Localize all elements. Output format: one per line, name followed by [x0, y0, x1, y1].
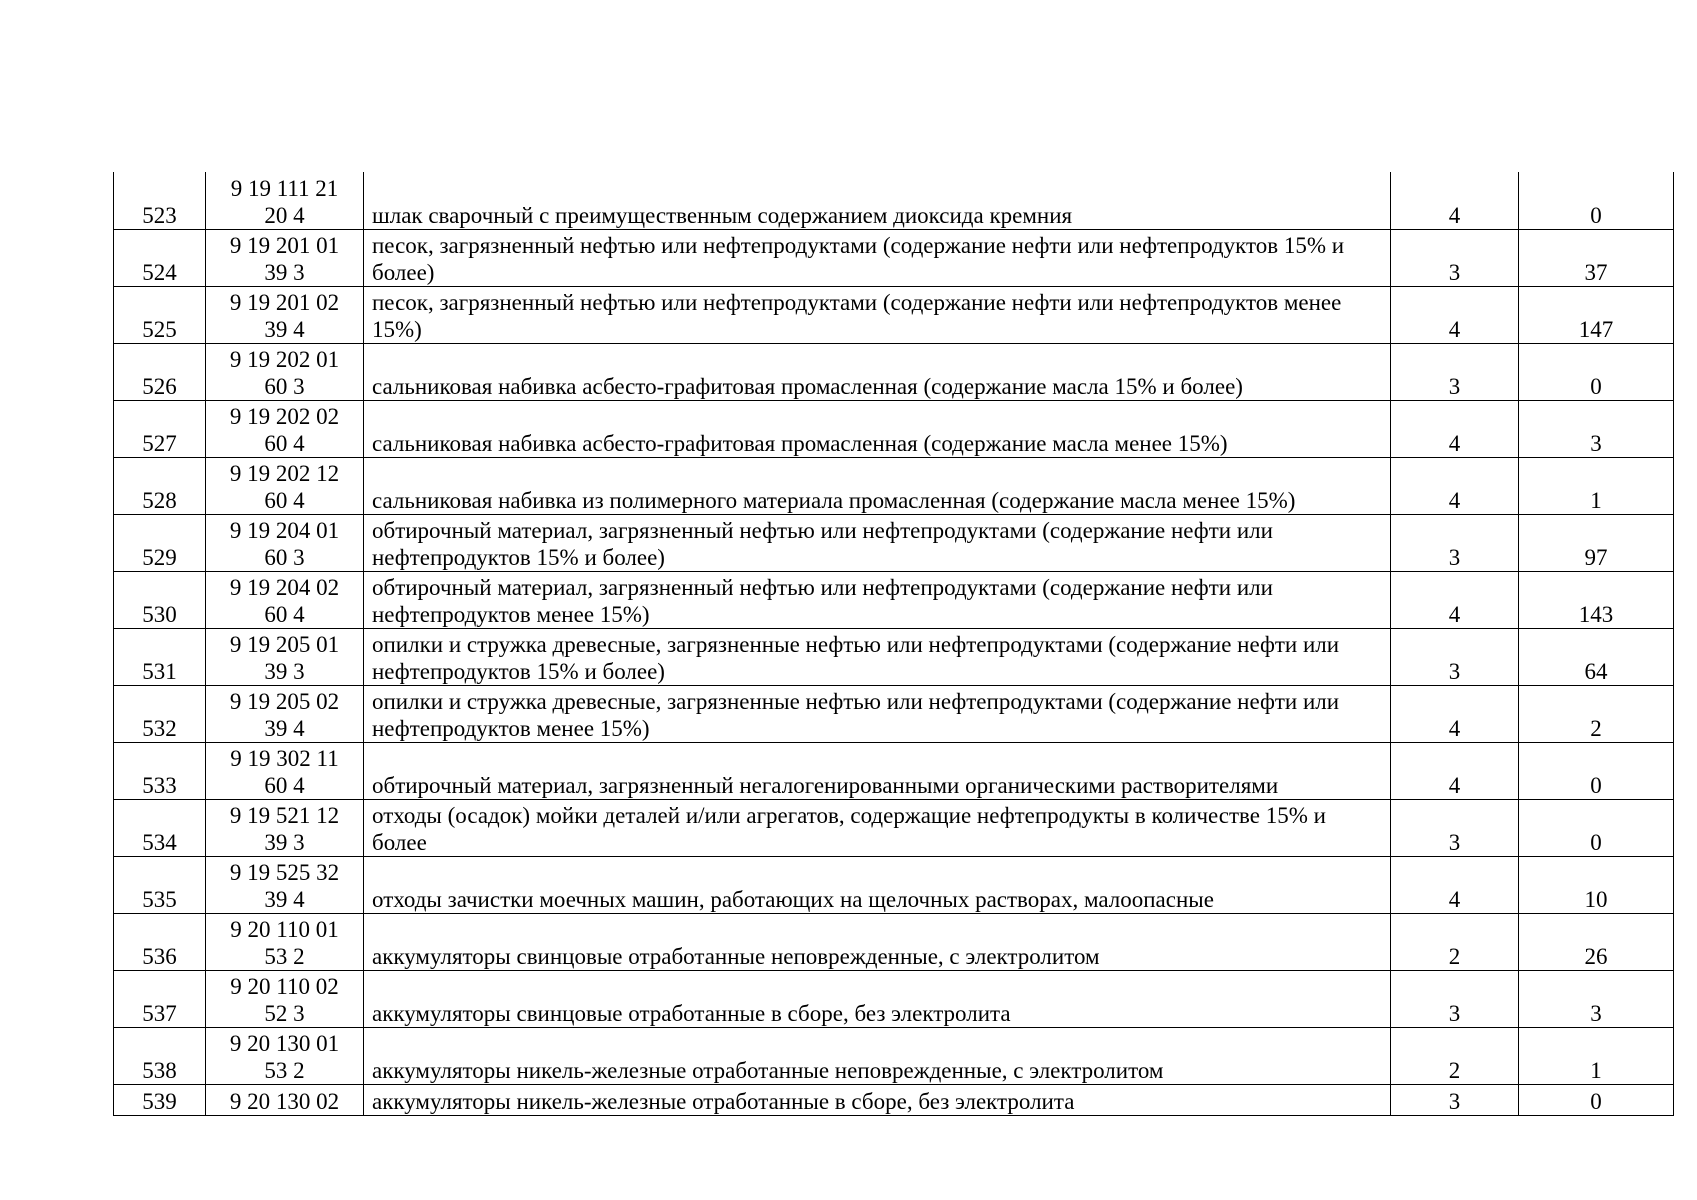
waste-code-line-1: 9 19 111 21: [230, 175, 339, 201]
waste-code-line-2: 60 4: [264, 601, 305, 627]
row-number: 528: [114, 457, 206, 514]
waste-code-line-2: 20 4: [264, 202, 305, 228]
waste-name: отходы зачистки моечных машин, работающих на щелочных растворах, малоопасные: [364, 856, 1391, 913]
hazard-class: 3: [1391, 343, 1519, 400]
waste-code: [206, 343, 364, 400]
waste-name: сальниковая набивка из полимерного материала промасленная (содержание масла менее 15%): [364, 457, 1391, 514]
waste-code: [206, 286, 364, 343]
waste-quantity: 64: [1519, 628, 1674, 685]
waste-code-line-2: 39 4: [264, 316, 305, 342]
waste-quantity: 1: [1519, 1027, 1674, 1084]
waste-code: [206, 856, 364, 913]
waste-quantity: 97: [1519, 514, 1674, 571]
waste-code: [206, 571, 364, 628]
hazard-class: 4: [1391, 457, 1519, 514]
hazard-class: 3: [1391, 1084, 1519, 1115]
row-number: 536: [114, 913, 206, 970]
waste-code-line-1: 9 20 110 01: [230, 916, 339, 942]
waste-quantity: 0: [1519, 742, 1674, 799]
waste-quantity: 0: [1519, 172, 1674, 229]
row-number: 533: [114, 742, 206, 799]
waste-name: обтирочный материал, загрязненный нефтью или нефтепродуктами (содержание нефти или нефтепродуктов менее 15%): [364, 571, 1391, 628]
waste-code-line-1: 9 19 202 01: [229, 346, 340, 372]
waste-code-line-1: 9 20 130 01: [229, 1030, 340, 1056]
waste-code-line-1: 9 19 201 02: [229, 289, 340, 315]
waste-code: [206, 514, 364, 571]
waste-code-line-2: 60 3: [264, 373, 305, 399]
table-row: [114, 286, 1674, 343]
hazard-class: 3: [1391, 799, 1519, 856]
hazard-class: 2: [1391, 1027, 1519, 1084]
waste-code: [206, 229, 364, 286]
row-number: 532: [114, 685, 206, 742]
hazard-class: 4: [1391, 685, 1519, 742]
waste-table: [113, 172, 1674, 1116]
waste-quantity: 0: [1519, 343, 1674, 400]
row-number: 529: [114, 514, 206, 571]
table-row: [114, 229, 1674, 286]
waste-code-line-2: 53 2: [264, 943, 305, 969]
hazard-class: 4: [1391, 856, 1519, 913]
waste-code-line-1: 9 19 204 01: [229, 517, 340, 543]
row-number: 538: [114, 1027, 206, 1084]
waste-quantity: 3: [1519, 970, 1674, 1027]
table-row: [114, 913, 1674, 970]
row-number: 526: [114, 343, 206, 400]
hazard-class: 4: [1391, 571, 1519, 628]
waste-quantity: 37: [1519, 229, 1674, 286]
waste-quantity: 26: [1519, 913, 1674, 970]
row-number: 537: [114, 970, 206, 1027]
waste-code: [206, 742, 364, 799]
waste-code-line-2: 60 4: [264, 487, 305, 513]
table-row: [114, 799, 1674, 856]
waste-code-line-1: 9 20 130 02: [229, 1088, 340, 1114]
waste-code: [206, 1027, 364, 1084]
waste-code: [206, 1084, 364, 1115]
waste-name: сальниковая набивка асбесто-графитовая промасленная (содержание масла 15% и более): [364, 343, 1391, 400]
waste-name: аккумуляторы свинцовые отработанные неповрежденные, с электролитом: [364, 913, 1391, 970]
waste-name: опилки и стружка древесные, загрязненные нефтью или нефтепродуктами (содержание нефти или нефтепродуктов менее 15%): [364, 685, 1391, 742]
waste-name: обтирочный материал, загрязненный негалогенированными органическими растворителями: [364, 742, 1391, 799]
waste-name: песок, загрязненный нефтью или нефтепродуктами (содержание нефти или нефтепродуктов 15% и более): [364, 229, 1391, 286]
table-row: [114, 457, 1674, 514]
table-row: [114, 742, 1674, 799]
waste-quantity: 143: [1519, 571, 1674, 628]
waste-code-line-1: 9 19 202 12: [229, 460, 340, 486]
waste-code-line-2: 60 3: [264, 544, 305, 570]
table-row: [114, 856, 1674, 913]
waste-quantity: 1: [1519, 457, 1674, 514]
waste-quantity: 147: [1519, 286, 1674, 343]
hazard-class: 4: [1391, 172, 1519, 229]
waste-code-line-2: 39 3: [264, 259, 305, 285]
hazard-class: 3: [1391, 628, 1519, 685]
waste-code: [206, 970, 364, 1027]
waste-quantity: 10: [1519, 856, 1674, 913]
waste-code: [206, 685, 364, 742]
waste-quantity: 0: [1519, 799, 1674, 856]
waste-code-line-1: 9 19 202 02: [229, 403, 340, 429]
waste-code: [206, 913, 364, 970]
waste-code-line-1: 9 19 521 12: [229, 802, 340, 828]
table-row: [114, 172, 1674, 229]
row-number: 531: [114, 628, 206, 685]
row-number: 535: [114, 856, 206, 913]
waste-code-line-2: 39 3: [264, 829, 305, 855]
waste-code: [206, 628, 364, 685]
waste-code: [206, 799, 364, 856]
waste-code-line-2: 60 4: [264, 430, 305, 456]
row-number: 525: [114, 286, 206, 343]
hazard-class: 3: [1391, 970, 1519, 1027]
waste-code-line-1: 9 19 525 32: [229, 859, 340, 885]
row-number: 523: [114, 172, 206, 229]
waste-name: обтирочный материал, загрязненный нефтью или нефтепродуктами (содержание нефти или нефтепродуктов 15% и более): [364, 514, 1391, 571]
waste-code-line-2: 60 4: [264, 772, 305, 798]
table-row: [114, 514, 1674, 571]
table-row: [114, 685, 1674, 742]
hazard-class: 4: [1391, 400, 1519, 457]
hazard-class: 4: [1391, 742, 1519, 799]
waste-code-line-1: 9 20 110 02: [230, 973, 339, 999]
waste-name: сальниковая набивка асбесто-графитовая промасленная (содержание масла менее 15%): [364, 400, 1391, 457]
table-row: [114, 400, 1674, 457]
table-row: [114, 1084, 1674, 1115]
hazard-class: 4: [1391, 286, 1519, 343]
row-number: 530: [114, 571, 206, 628]
waste-code-line-1: 9 19 302 11: [230, 745, 339, 771]
waste-code-line-2: 53 2: [264, 1057, 305, 1083]
hazard-class: 2: [1391, 913, 1519, 970]
row-number: 534: [114, 799, 206, 856]
row-number: 527: [114, 400, 206, 457]
table-row: [114, 343, 1674, 400]
waste-code-line-2: 39 4: [264, 886, 305, 912]
waste-quantity: 3: [1519, 400, 1674, 457]
table-row: [114, 628, 1674, 685]
waste-code-line-1: 9 19 205 01: [229, 631, 340, 657]
waste-name: аккумуляторы никель-железные отработанные неповрежденные, с электролитом: [364, 1027, 1391, 1084]
waste-code: [206, 400, 364, 457]
waste-code-line-2: 39 4: [264, 715, 305, 741]
waste-name: песок, загрязненный нефтью или нефтепродуктами (содержание нефти или нефтепродуктов менее 15%): [364, 286, 1391, 343]
waste-code-line-1: 9 19 205 02: [229, 688, 340, 714]
waste-name: опилки и стружка древесные, загрязненные нефтью или нефтепродуктами (содержание нефти или нефтепродуктов 15% и более): [364, 628, 1391, 685]
table-row: [114, 1027, 1674, 1084]
row-number: 539: [114, 1084, 206, 1115]
waste-code: [206, 172, 364, 229]
table-row: [114, 970, 1674, 1027]
hazard-class: 3: [1391, 514, 1519, 571]
waste-quantity: 2: [1519, 685, 1674, 742]
waste-table-body: [114, 172, 1674, 1115]
waste-quantity: 0: [1519, 1084, 1674, 1115]
waste-name: шлак сварочный с преимущественным содержанием диоксида кремния: [364, 172, 1391, 229]
hazard-class: 3: [1391, 229, 1519, 286]
waste-code: [206, 457, 364, 514]
waste-code-line-1: 9 19 204 02: [229, 574, 340, 600]
waste-code-line-2: 39 3: [264, 658, 305, 684]
table-row: [114, 571, 1674, 628]
waste-code-line-1: 9 19 201 01: [229, 232, 340, 258]
waste-name: аккумуляторы никель-железные отработанные в сборе, без электролита: [364, 1084, 1391, 1115]
waste-code-line-2: 52 3: [264, 1000, 305, 1026]
waste-name: аккумуляторы свинцовые отработанные в сборе, без электролита: [364, 970, 1391, 1027]
waste-name: отходы (осадок) мойки деталей и/или агрегатов, содержащие нефтепродукты в количестве 15% и более: [364, 799, 1391, 856]
row-number: 524: [114, 229, 206, 286]
